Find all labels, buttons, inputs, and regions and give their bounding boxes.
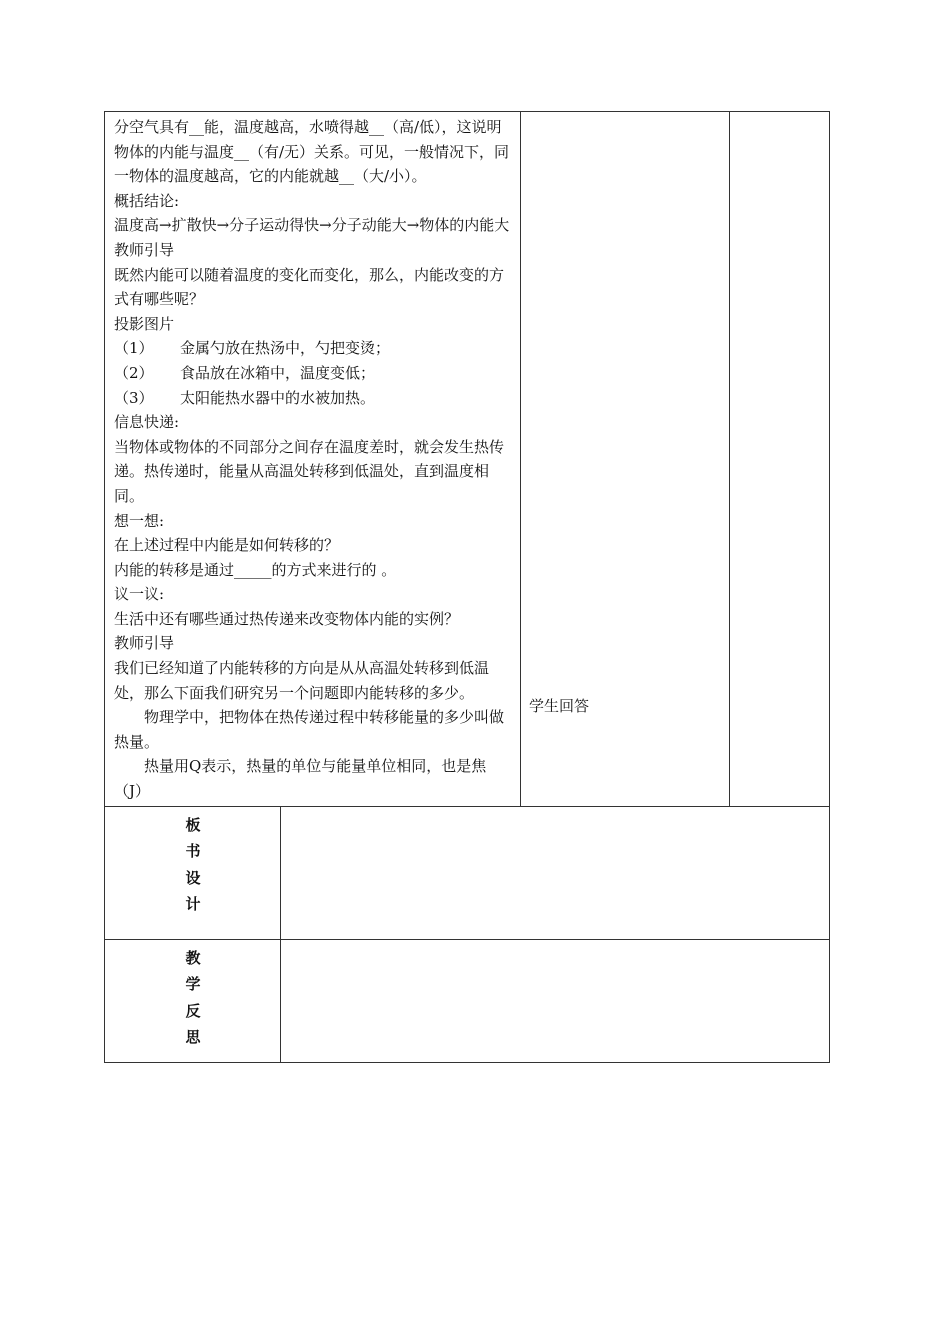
list-item-number: （3） xyxy=(114,388,154,407)
content-line: 内能的转移是通过_____的方式来进行的 。 xyxy=(114,560,397,579)
list-item-number: （1） xyxy=(114,339,154,358)
content-line: 在上述过程中内能是如何转移的？ xyxy=(114,536,340,555)
content-line: 温度高→扩散快→分子运动得快→分子动能大→物体的内能大 xyxy=(114,216,510,235)
content-line: 投影图片 xyxy=(114,314,175,333)
notes-cell xyxy=(730,112,830,807)
list-item-text: 食品放在冰箱中，温度变低； xyxy=(180,363,376,382)
content-line: 想一想: xyxy=(114,511,165,530)
student-answer-text: 学生回答 xyxy=(529,697,590,715)
lesson-plan-table xyxy=(104,111,830,1063)
list-item-text: 太阳能热水器中的水被加热。 xyxy=(180,388,376,407)
content-line: 教师引导 xyxy=(114,240,175,259)
content-paragraph: 物理学中，把物体在热传递过程中转移能量的多少叫做热量。 xyxy=(114,708,505,751)
board-design-content-cell xyxy=(281,806,830,939)
reflection-content-cell xyxy=(281,939,830,1062)
list-item xyxy=(114,336,512,361)
content-line: 概括结论: xyxy=(114,191,180,210)
content-paragraph: 热量用Q表示，热量的单位与能量单位相同，也是焦（J） xyxy=(114,757,487,801)
teaching-process-row xyxy=(105,112,830,807)
content-line: 既然内能可以随着温度的变化而变化，那么，内能改变的方式有哪些呢？ xyxy=(114,265,505,309)
student-activity-cell xyxy=(521,112,730,807)
list-item xyxy=(114,386,512,411)
board-design-label-cell xyxy=(105,806,281,939)
list-item-text: 金属勺放在热汤中，勺把变烫； xyxy=(180,339,391,358)
teacher-activity-cell xyxy=(105,112,521,807)
label-char: 反 xyxy=(185,1001,201,1020)
content-line: 教师引导 xyxy=(114,634,175,653)
content-line: 议一议: xyxy=(114,585,165,604)
content-line: 信息快递: xyxy=(114,413,180,432)
list-item xyxy=(114,361,512,386)
reflection-label xyxy=(105,940,281,1051)
list-item-number: （2） xyxy=(114,363,154,382)
label-char: 学 xyxy=(185,975,201,994)
board-design-label xyxy=(105,807,281,918)
label-char: 教 xyxy=(185,948,201,967)
content-line: 分空气具有__能，温度越高，水喷得越__（高/低），这说明物体的内能与温度__（有/无）关系。可见，一般情况下，同一物体的温度越高，它的内能就越__（大/小）。 xyxy=(114,118,510,186)
label-char: 书 xyxy=(185,842,201,861)
content-line: 当物体或物体的不同部分之间存在温度差时，就会发生热传递。热传递时，能量从高温处转移到低温处，直到温度相同。 xyxy=(114,437,505,505)
reflection-label-cell xyxy=(105,939,281,1062)
label-char: 设 xyxy=(185,868,201,887)
label-char: 思 xyxy=(185,1028,201,1047)
board-design-row xyxy=(105,806,830,939)
content-line: 生活中还有哪些通过热传递来改变物体内能的实例？ xyxy=(114,609,460,628)
label-char: 板 xyxy=(185,815,201,834)
content-line: 我们已经知道了内能转移的方向是从从高温处转移到低温处，那么下面我们研究另一个问题即内能转移的多少。 xyxy=(114,659,490,702)
reflection-row xyxy=(105,939,830,1062)
label-char: 计 xyxy=(185,895,201,914)
